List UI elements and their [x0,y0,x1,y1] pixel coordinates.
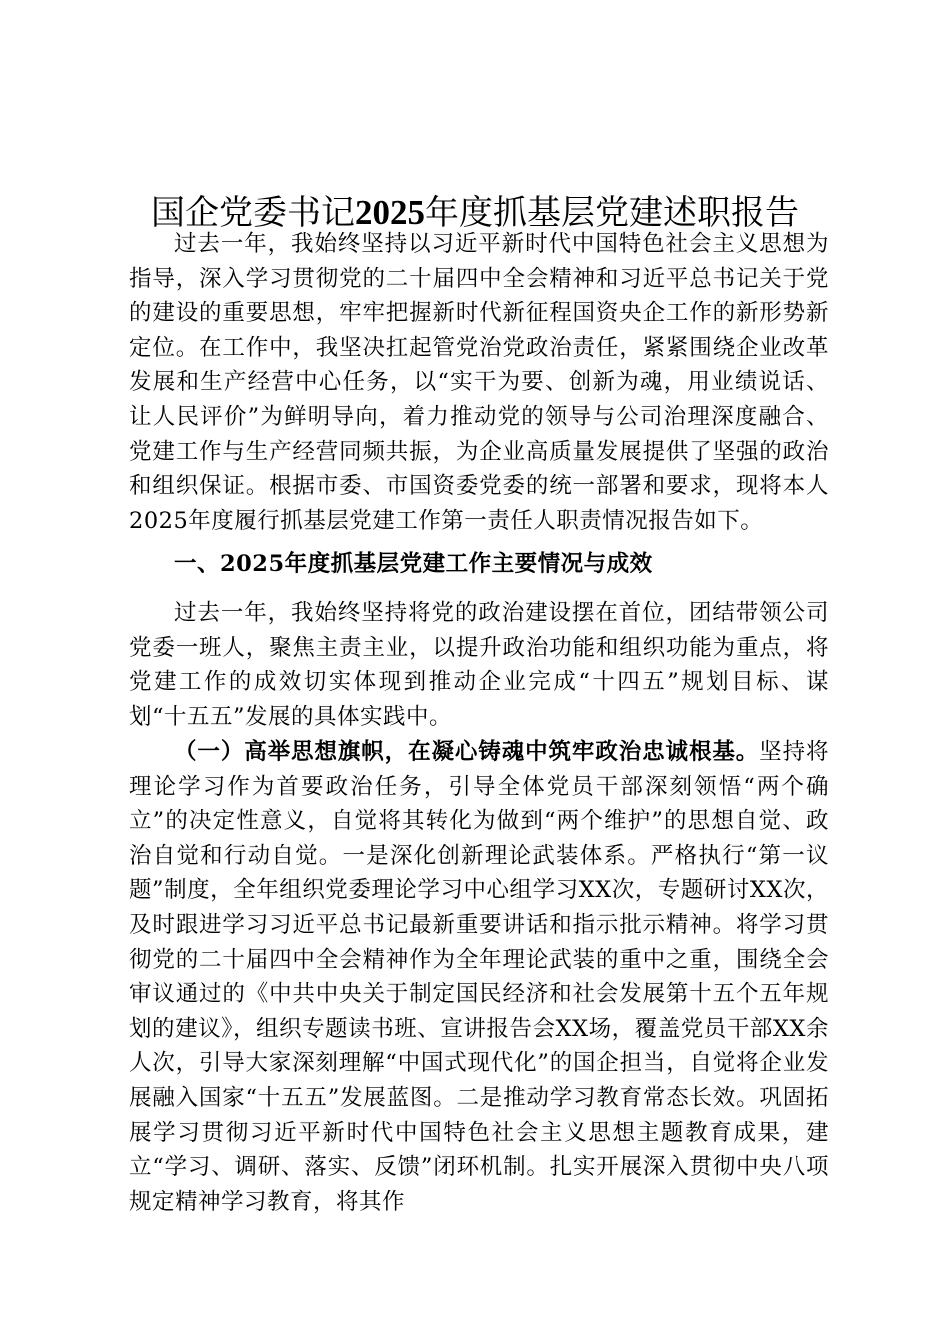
intro-paragraph: 过去一年，我始终坚持以习近平新时代中国特色社会主义思想为指导，深入学习贯彻党的二十届四中全会精神和习近平总书记关于党的建设的重要思想，牢牢把握新时代新征程国资央企工作的新形势新定位。在工作中，我坚决扛起管党治党政治责任，紧紧围绕企业改革发展和生产经营中心任务，以“实干为要、创新为魂，用业绩说话、让人民评价”为鲜明导向，着力推动党的领导与公司治理深度融合、党建工作与生产经营同频共振，为企业高质量发展提供了坚强的政治和组织保证。根据市委、市国资委党委的统一部署和要求，现将本人2025年度履行抓基层党建工作第一责任人职责情况报告如下。 [129,231,829,534]
section-heading-1: 一、2025年度抓基层党建工作主要情况与成效 [174,551,653,577]
subsection-1-body: 坚持将理论学习作为首要政治任务，引导全体党员干部深刻领悟“两个确立”的决定性意义，自觉将其转化为做到“两个维护”的思想自觉、政治自觉和行动自觉。一是深化创新理论武装体系。严格执行“第一议题”制度，全年组织党委理论学习中心组学习XX次，专题研讨XX次，及时跟进学习习近平总书记最新重要讲话和指示批示精神。将学习贯彻党的二十届四中全会精神作为全年理论武装的重中之重，围绕全会审议通过的《中共中央关于制定国民经济和社会发展第十五个五年规划的建议》，组织专题读书班、宣讲报告会XX场，覆盖党员干部XX余人次，引导大家深刻理解“中国式现代化”的国企担当，自觉将企业发展融入国家“十五五”发展蓝图。二是推动学习教育常态长效。巩固拓展学习贯彻习近平新时代中国特色社会主义思想主题教育成果，建立“学习、调研、落实、反馈”闭环机制。扎实开展深入贯彻中央八项规定精神学习教育，将其作 [129,739,829,1215]
title-year: 2025 [355,192,425,232]
section-1-paragraph: 过去一年，我始终坚持将党的政治建设摆在首位，团结带领公司党委一班人，聚焦主责主业，以提升政治功能和组织功能为重点，将党建工作的成效切实体现到推动企业完成“十四五”规划目标、谋划“十五五”发展的具体实践中。 [129,600,829,730]
subsection-1-paragraph [129,735,829,1219]
title-prefix: 国企党委书记 [151,192,355,233]
title-suffix: 年度抓基层党建述职报告 [425,192,799,233]
subsection-1-lead: （一）高举思想旗帜，在凝心铸魂中筑牢政治忠诚根基。 [174,739,760,765]
